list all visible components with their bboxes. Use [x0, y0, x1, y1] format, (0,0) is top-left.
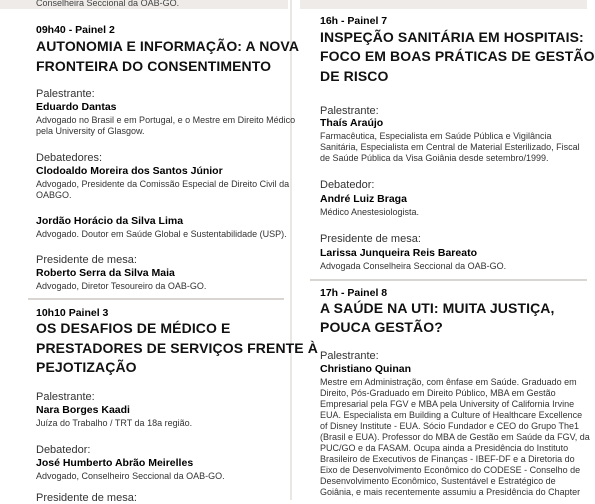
speaker-description: Juíza do Trabalho / TRT da 18a região. [36, 418, 193, 428]
debater-description: Advogado, Presidente da Comissão Especial de Direito Civil da [36, 179, 290, 189]
speaker-description: Sanitária, Especialista em Central de Material Esterilizado, Fiscal [320, 142, 580, 152]
debater-label: Debatedor: [36, 444, 91, 456]
speaker-description: Brasileiro de Executivos de Finanças - IBEF-DF e a Diretoria do [320, 454, 575, 464]
speaker-description: Empresarial pela FGV e MBA pela University of California Irvine [320, 399, 575, 409]
chair-label: Presidente de mesa: [36, 492, 137, 504]
speaker-description: Eixo de Desenvolvimento Econômico do CODESE - Conselho de [320, 465, 581, 475]
chair-label: Presidente de mesa: [36, 254, 137, 266]
speaker-name: Christiano Quinan [320, 363, 412, 375]
chair-description: Advogada Conselheira Seccional da OAB-GO. [320, 261, 507, 271]
speaker-name: Nara Borges Kaadi [36, 404, 130, 416]
right-column [296, 0, 595, 500]
debater-description: OABGO. [36, 190, 72, 200]
speaker-description: de Saúde Pública da Visa Goiânia desde setembro/1999. [320, 153, 549, 163]
speaker-description: Goiânia, e mais recentemente assumiu a Presidência do Chapter [320, 487, 581, 497]
debater-label: Debatedor: [320, 179, 375, 191]
speaker-name: Eduardo Dantas [36, 101, 117, 113]
speaker-description: of Disney Institute - EUA. Sócio Fundador e CEO do Grupo The1 [320, 421, 579, 431]
chair-name: Roberto Serra da Silva Maia [36, 267, 175, 279]
debater-name: José Humberto Abrão Meirelles [36, 457, 194, 469]
speaker-description: EUA. Especialista em Building a Culture of Healthcare Excellence [320, 410, 583, 420]
speaker-label: Palestrante: [320, 105, 379, 117]
session-title-line: A SAÚDE NA UTI: MUITA JUSTIÇA, [320, 300, 555, 316]
chair-label: Presidente de mesa: [320, 233, 421, 245]
speaker-description: (Brasil e EUA). Professor do MBA de Gestão em Saúde da FGV, da [320, 432, 590, 442]
session-title-line: DE RISCO [320, 68, 389, 84]
cut-text-top: Conselheira Seccional da OAB-GO. [36, 0, 180, 8]
speaker-label: Palestrante: [36, 391, 95, 403]
speaker-description: Advogado no Brasil e em Portugal, e o Mestre em Direito Médico [36, 115, 296, 125]
speaker-label: Palestrante: [36, 88, 95, 100]
section-separator [310, 279, 587, 281]
debater-name: Clodoaldo Moreira dos Santos Júnior [36, 165, 223, 177]
speaker-description: Direito, Pós-Graduado em Direito Público, MBA em Gestão [320, 388, 556, 398]
speaker-label: Palestrante: [320, 350, 379, 362]
section-separator [28, 298, 284, 300]
chair-name: Larissa Junqueira Reis Bareato [320, 247, 477, 259]
debater-name: André Luiz Braga [320, 193, 407, 205]
session-title-line: PEJOTIZAÇÃO [36, 359, 137, 375]
speaker-description: Farmacêutica, Especialista em Saúde Pública e Vigilância [320, 131, 552, 141]
session-title-line: INSPEÇÃO SANITÁRIA EM HOSPITAIS: [320, 29, 584, 45]
debater-name: Jordão Horácio da Silva Lima [36, 215, 184, 227]
session-title-line: FOCO EM BOAS PRÁTICAS DE GESTÃO [320, 48, 595, 64]
session-title-line: PRESTADORES DE SERVIÇOS FRENTE À [36, 340, 318, 356]
session-title-line: FRONTEIRA DO CONSENTIMENTO [36, 58, 272, 74]
speaker-name: Thaís Araújo [320, 117, 384, 129]
chair-description: Advogado, Diretor Tesoureiro da OAB-GO. [36, 281, 207, 291]
session-title-line: OS DESAFIOS DE MÉDICO E [36, 320, 231, 336]
session-title-line: POUCA GESTÃO? [320, 319, 443, 335]
debaters-label: Debatedores: [36, 152, 103, 164]
column-divider [290, 0, 292, 500]
session-time: 17h - Painel 8 [320, 287, 388, 299]
debater-description: Médico Anestesiologista. [320, 207, 420, 217]
debater-description: Advogado. Doutor em Saúde Global e Sustentabilidade (USP). [36, 229, 287, 239]
debater-description: Advogado, Conselheiro Seccional da OAB-GO. [36, 471, 225, 481]
session-time: 16h - Painel 7 [320, 15, 388, 27]
speaker-description: Mestre em Administração, com ênfase em Saúde. Graduado em [320, 377, 577, 387]
speaker-description: Desenvolvimento Econômico, Sustentável e Estratégico de [320, 476, 556, 486]
speaker-description: PUC/GO e da FASAM. Ocupa ainda a Presidência do Instituto [320, 443, 569, 453]
session-title-line: AUTONOMIA E INFORMAÇÃO: A NOVA [36, 38, 300, 54]
speaker-description: pela University of Glasgow. [36, 126, 145, 136]
session-time: 10h10 Painel 3 [36, 307, 109, 319]
session-time: 09h40 - Painel 2 [36, 24, 115, 36]
